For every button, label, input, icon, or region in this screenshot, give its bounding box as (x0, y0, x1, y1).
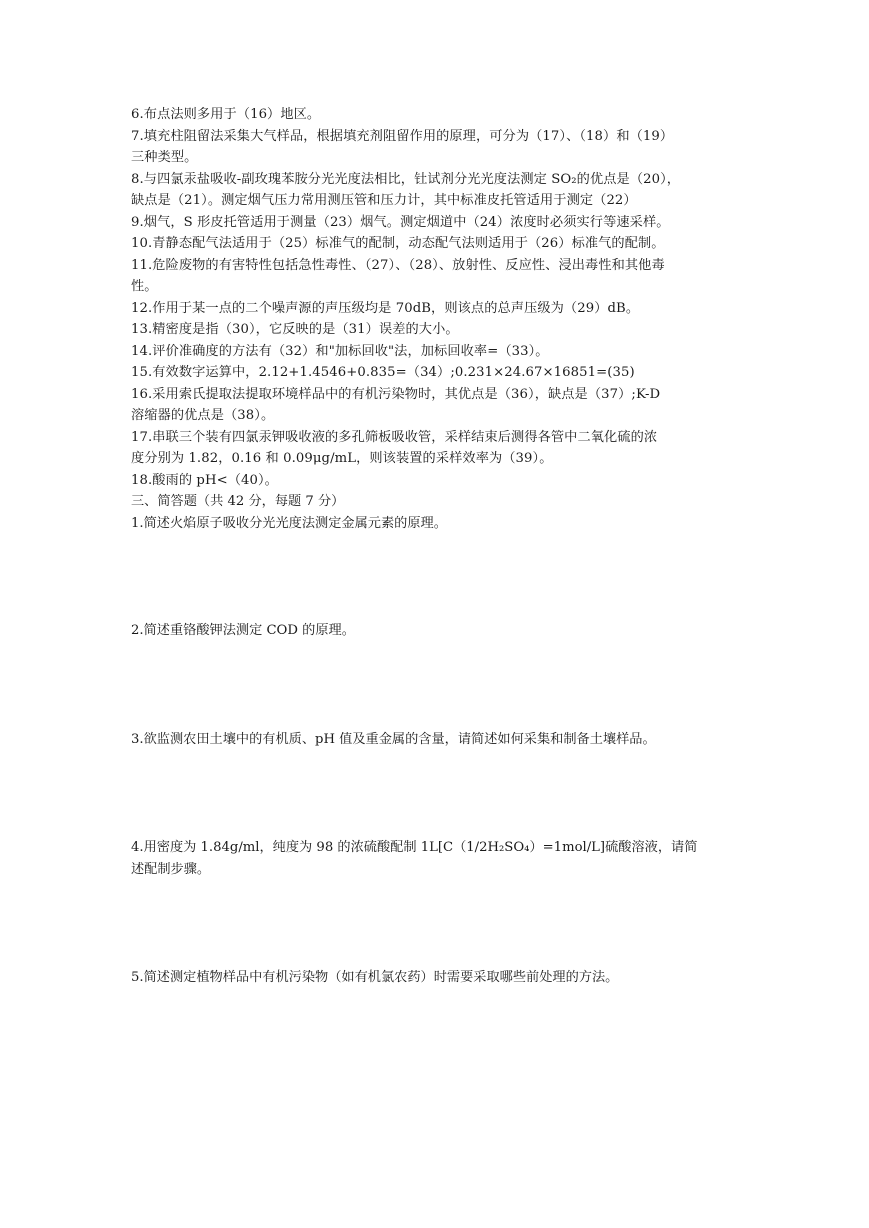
blank-item-line: 度分别为 1.82，0.16 和 0.09μg/mL，则该装置的采样效率为（39）。 (131, 451, 553, 466)
blank-item (131, 126, 743, 169)
blank-item-line: 10.青静态配气法适用于（25）标准气的配制，动态配气法则适用于（26）标准气的配制。 (131, 236, 665, 251)
blank-item-line: 12.作用于某一点的二个噪声源的声压级均是 70dB，则该点的总声压级为（29）dB。 (131, 300, 640, 316)
question-item (131, 729, 743, 838)
question-text: 3.欲监测农田土壤中的有机质、pH 值及重金属的含量，请简述如何采集和制备土壤样品。 (131, 731, 656, 747)
answer-space (131, 642, 743, 729)
question-item (131, 620, 743, 729)
blank-item-line: 14.评价准确度的方法有（32）和"加标回收"法，加标回收率=（33）。 (131, 343, 549, 359)
blank-item-line: 性。 (131, 279, 158, 294)
blank-item (131, 341, 743, 363)
question-item (131, 837, 743, 967)
blank-item-line: 18.酸雨的 pH<（40）。 (131, 472, 278, 488)
blank-item (131, 319, 743, 341)
question-text: 1.简述火焰原子吸收分光光度法测定金属元素的原理。 (131, 515, 447, 531)
blank-item (131, 212, 743, 234)
question-item (131, 967, 743, 989)
blank-item-line: 溶缩器的优点是（38）。 (131, 408, 275, 423)
question-item (131, 513, 743, 621)
blank-item-line: 8.与四氯汞盐吸收-副玫瑰苯胺分光光度法相比，钍试剂分光光度法测定 SO₂的优点是（20）， (131, 171, 681, 187)
blank-item (131, 298, 743, 320)
blank-item-line: 6.布点法则多用于（16）地区。 (131, 107, 321, 122)
blank-item (131, 427, 743, 470)
blank-item (131, 233, 743, 255)
blank-item (131, 384, 743, 427)
blank-item (131, 362, 743, 384)
blank-item-line: 缺点是（21）。测定烟气压力常用测压管和压力计，其中标准皮托管适用于测定（22） (131, 193, 637, 208)
blank-item (131, 169, 743, 212)
blank-item-line: 13.精密度是指（30），它反映的是（31）误差的大小。 (131, 322, 459, 337)
blank-item-line: 7.填充柱阻留法采集大气样品，根据填充剂阻留作用的原理，可分为（17）、（18）和（19） (131, 128, 674, 144)
question-text: 2.简述重铬酸钾法测定 COD 的原理。 (131, 623, 355, 638)
blank-item-line: 15.有效数字运算中，2.12+1.4546+0.835=（34）;0.231×24.67×16851=(35) (131, 365, 635, 380)
question-text: 5.简述测定植物样品中有机污染物（如有机氯农药）时需要采取哪些前处理的方法。 (131, 970, 619, 985)
answer-space (131, 880, 743, 967)
answer-space (131, 750, 743, 837)
short-answer-section (131, 513, 743, 989)
blank-item-line: 11.危险废物的有害特性包括急性毒性、（27）、（28）、放射性、反应性、浸出毒性和其他毒 (131, 257, 665, 273)
blank-item (131, 104, 743, 126)
blank-item-line: 9.烟气，S 形皮托管适用于测量（23）烟气。测定烟道中（24）浓度时必须实行等速采样。 (131, 214, 670, 230)
short-answer-heading: 三、简答题（共 42 分，每题 7 分） (131, 494, 345, 509)
exam-page (131, 104, 743, 989)
answer-space (131, 534, 743, 620)
blank-item (131, 255, 743, 298)
question-text: 4.用密度为 1.84g/ml，纯度为 98 的浓硫酸配制 1L[C（1/2H₂SO₄）=1mol/L]硫酸溶液，请简 (131, 840, 698, 855)
blank-item (131, 470, 743, 492)
blank-item-line: 16.采用索氏提取法提取环境样品中的有机污染物时，其优点是（36），缺点是（37）;K-D (131, 386, 661, 402)
fill-in-blank-section (131, 104, 743, 491)
question-text: 述配制步骤。 (131, 861, 211, 877)
blank-item-line: 三种类型。 (131, 150, 198, 165)
blank-item-line: 17.串联三个装有四氯汞钾吸收液的多孔筛板吸收管，采样结束后测得各管中二氧化硫的浓 (131, 429, 658, 445)
